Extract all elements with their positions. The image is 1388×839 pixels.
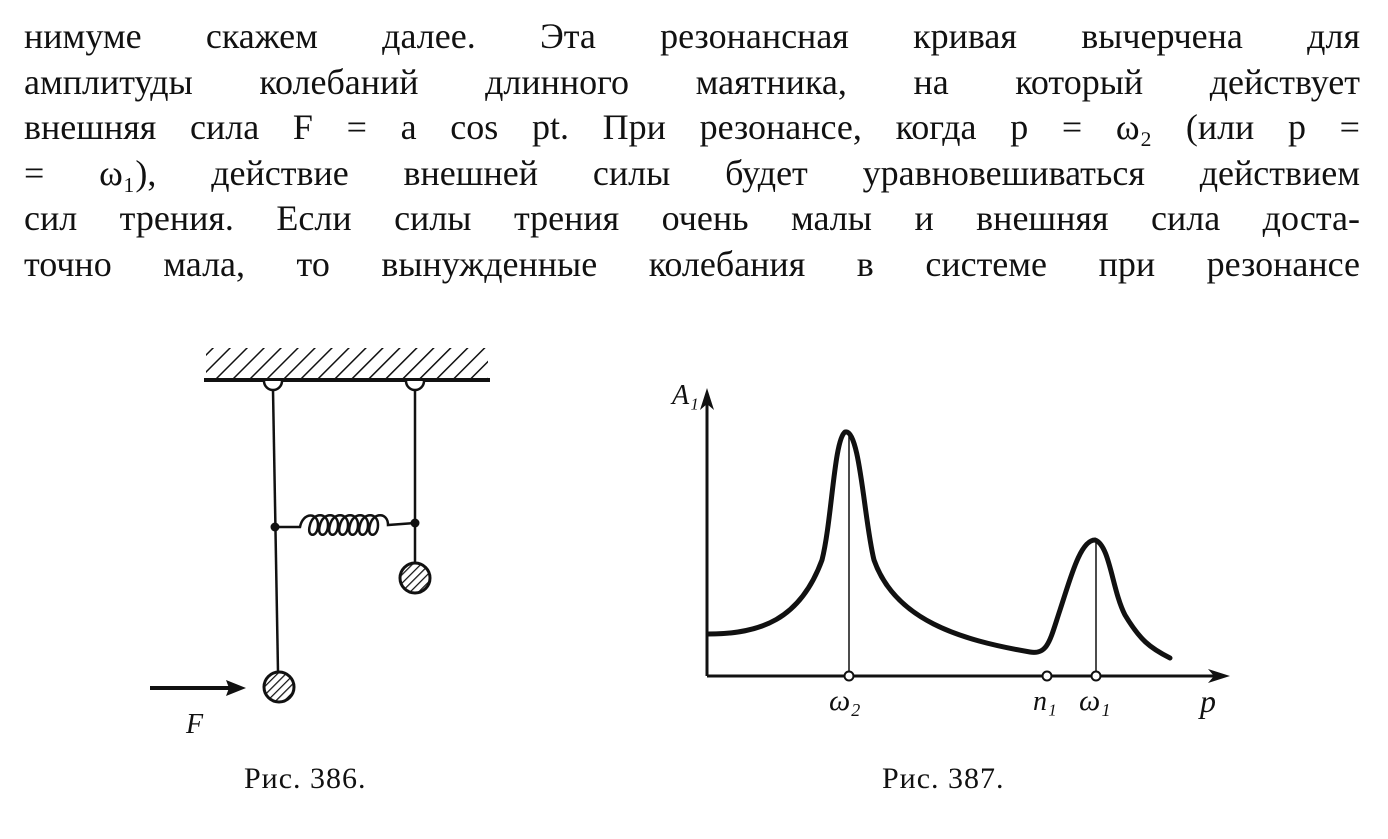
paragraph-line-6: точно мала, то вынужденные колебания в системе при резонансе [24,243,1360,284]
n1-tick [1043,672,1052,681]
n1-tick-label: n₁ [1033,686,1057,717]
paragraph-line-4: = ω₁), действие внешней силы будет уравновешиваться действием [24,152,1360,193]
y-axis-label: A₁ [672,380,699,411]
paragraph-line-1: нимуме скажем далее. Эта резонансная кривая вычерчена для [24,16,1360,56]
figure-387-caption: Рис. 387. [882,762,1005,795]
paragraph-line-2: амплитуды колебаний длинного маятника, на который действует [24,61,1360,102]
omega1-tick [1092,672,1101,681]
omega2-tick [845,672,854,681]
paragraph-line-5: сил трения. Если силы трения очень малы и внешняя сила доста- [24,198,1360,238]
omega1-tick-label: ω₁ [1079,684,1111,717]
omega2-tick-label: ω₂ [829,684,861,717]
figure-386-caption: Рис. 386. [244,762,367,795]
resonance-curve-line [708,432,1170,658]
paragraph-line-3: внешняя сила F = a cos pt. При резонансе, когда p = ω₂ (или p = [24,107,1360,147]
force-label: F [186,709,204,740]
x-axis-label: p [1200,683,1216,719]
